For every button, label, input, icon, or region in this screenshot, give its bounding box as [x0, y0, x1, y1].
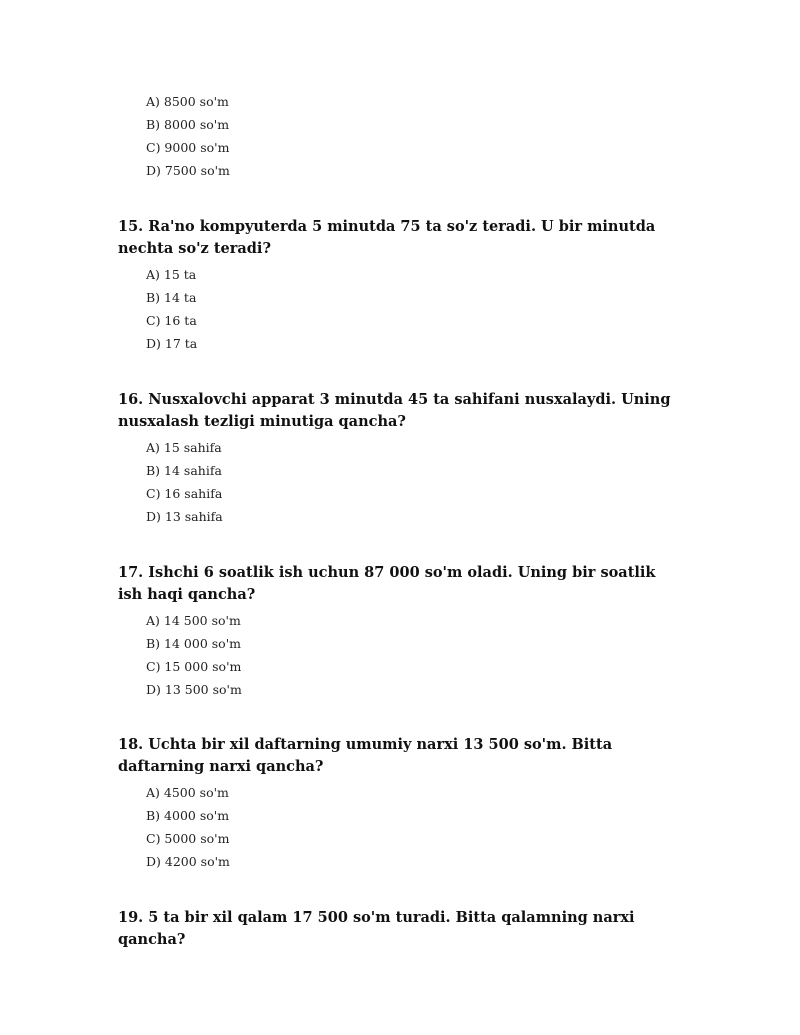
question-19-text: 19. 5 ta bir xil qalam 17 500 so'm turadi. Bitta qalamning narxi qancha? — [118, 909, 635, 948]
option-b: B) 8000 so'm — [146, 117, 230, 132]
option-d: D) 7500 so'm — [146, 163, 230, 178]
option-d: D) 13 sahifa — [146, 509, 223, 524]
option-a: A) 14 500 so'm — [146, 613, 241, 628]
option-a: A) 4500 so'm — [146, 785, 229, 800]
question-17-options — [146, 609, 242, 701]
option-b: B) 14 000 so'm — [146, 636, 241, 651]
question-17-text: 17. Ishchi 6 soatlik ish uchun 87 000 so'm oladi. Uning bir soatlik ish haqi qancha? — [118, 564, 656, 603]
option-c: C) 16 ta — [146, 313, 197, 328]
option-c: C) 9000 so'm — [146, 140, 230, 155]
option-c: C) 16 sahifa — [146, 486, 223, 501]
option-a: A) 8500 so'm — [146, 94, 229, 109]
question-18-text: 18. Uchta bir xil daftarning umumiy narxi 13 500 so'm. Bitta daftarning narxi qancha? — [118, 736, 613, 775]
option-b: B) 4000 so'm — [146, 808, 230, 823]
option-d: D) 17 ta — [146, 336, 198, 351]
option-d: D) 4200 so'm — [146, 854, 230, 869]
question-15-text: 15. Ra'no kompyuterda 5 minutda 75 ta so'z teradi. U bir minutda nechta so'z teradi? — [118, 218, 656, 257]
option-c: C) 5000 so'm — [146, 831, 230, 846]
question-16-text: 16. Nusxalovchi apparat 3 minutda 45 ta sahifani nusxalaydi. Uning nusxalash tezligi minutiga qancha? — [118, 391, 671, 430]
option-b: B) 14 sahifa — [146, 463, 222, 478]
question-16-options — [146, 436, 223, 528]
question-14-options — [146, 90, 230, 182]
option-d: D) 13 500 so'm — [146, 682, 242, 697]
question-15-options — [146, 263, 197, 355]
option-a: A) 15 sahifa — [146, 440, 222, 455]
option-b: B) 14 ta — [146, 290, 197, 305]
option-a: A) 15 ta — [146, 267, 197, 282]
option-c: C) 15 000 so'm — [146, 659, 242, 674]
question-18-options — [146, 781, 230, 873]
